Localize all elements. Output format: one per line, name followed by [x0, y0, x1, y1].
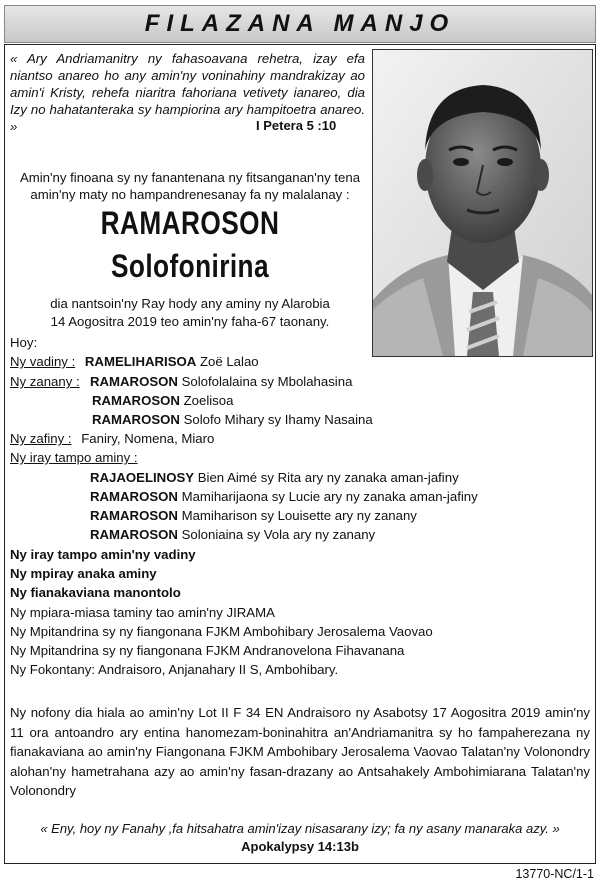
portrait-photo — [372, 49, 593, 357]
child-row — [92, 412, 373, 427]
children-label-row — [10, 374, 80, 389]
sibling-row — [90, 489, 478, 504]
sibling-name: Mamiharijaona sy Lucie ary ny zanaka aman-jafiny — [181, 489, 478, 504]
family-bold-line: Ny mpiray anaka aminy — [10, 566, 157, 581]
opening-quote: « Ary Andriamanitry ny fahasoavana rehetra, izay efa niantso anareo ho any amin'ny voninahiny mandrakizay ao amin'i Kristy, rehefa niaritra fahoriana vetivety ianareo, dia Izy no hahatanteraka sy hampiorina ary hampitoetra anareo. » — [10, 51, 365, 134]
family-bold-line: Ny iray tampo amin'ny vadiny — [10, 547, 196, 562]
death-notice-line2: 14 Aogositra 2019 teo amin'ny faha-67 taonany. — [50, 314, 330, 329]
child-row — [90, 374, 352, 389]
sibling-surname: RAJAOELINOSY — [90, 470, 195, 485]
spouse-name: Zoë Lalao — [199, 354, 259, 369]
header-title: FILAZANA MANJO — [144, 10, 456, 37]
child-name: Solofolalaina sy Mbolahasina — [181, 374, 353, 389]
child-row — [92, 393, 233, 408]
intro-text: Amin'ny finoana sy ny fanantenana ny fitsanganan'ny tena amin'ny maty no hampandrenesanay fa ny malalanay : — [19, 170, 361, 202]
other-line: Ny mpiara-miasa taminy tao amin'ny JIRAMA — [10, 605, 275, 620]
siblings-label-row — [10, 450, 138, 465]
child-name: Solofo Mihary sy Ihamy Nasaina — [183, 412, 373, 427]
ad-code: 13770-NC/1-1 — [515, 867, 594, 881]
sibling-name: Soloniaina sy Vola ary ny zanany — [181, 527, 376, 542]
child-surname: RAMAROSON — [92, 412, 180, 427]
child-name: Zoelisoa — [183, 393, 234, 408]
spouse-row — [10, 354, 259, 369]
sibling-surname: RAMAROSON — [90, 489, 178, 504]
grandchildren-names: Faniry, Nomena, Miaro — [81, 431, 215, 446]
sibling-surname: RAMAROSON — [90, 527, 178, 542]
other-line: Ny Mpitandrina sy ny fiangonana FJKM Andranovelona Fihavanana — [10, 643, 405, 658]
portrait-illustration — [373, 50, 592, 356]
grandchildren-row — [10, 431, 214, 446]
child-surname: RAMAROSON — [90, 374, 178, 389]
closing-quote: « Eny, hoy ny Fanahy ,fa hitsahatra amin'izay nisasarany izy; fa ny asany manaraka azy. » — [40, 821, 560, 836]
spouse-label: Ny vadiny : — [10, 354, 76, 369]
child-surname: RAMAROSON — [92, 393, 180, 408]
deceased-surname: RAMAROSON — [100, 205, 280, 241]
sibling-row — [90, 527, 375, 542]
closing-quote-reference: Apokalypsy 14:13b — [241, 839, 359, 854]
opening-quote-reference: I Petera 5 :10 — [256, 118, 337, 133]
sibling-name: Bien Aimé sy Rita ary ny zanaka aman-jafiny — [197, 470, 459, 485]
death-notice-line1: dia nantsoin'ny Ray hody any aminy ny Alarobia — [50, 296, 330, 311]
funeral-paragraph: Ny nofony dia hiala ao amin'ny Lot II F 34 EN Andraisoro ny Asabotsy 17 Aogositra 2019 amin'ny 11 ora antoandro ary entina hanomezam-boninahitra an'Andriamanitra sy ho fampaherezana ny fianakaviana ao amin'ny Fiangonana FJKM Ambohibary Jerosalema Vaovao Talatan'ny Volonondry alohan'ny hametrahana azy ao amin'ny fasan-drazany ao Antsahakely Ambohimiarana Talatan'ny Volonondry — [10, 705, 590, 798]
death-notice — [10, 295, 370, 331]
other-line: Ny Fokontany: Andraisoro, Anjanahary II S, Ambohibary. — [10, 662, 339, 677]
sibling-row — [90, 470, 459, 485]
spouse-surname: RAMELIHARISOA — [84, 354, 197, 369]
sibling-row — [90, 508, 417, 523]
hoy-label: Hoy: — [10, 335, 38, 350]
sibling-name: Mamiharison sy Louisette ary ny zanany — [181, 508, 417, 523]
notice-header — [4, 5, 596, 43]
family-bold-line: Ny fianakaviana manontolo — [10, 585, 181, 600]
siblings-label: Ny iray tampo aminy : — [10, 450, 138, 465]
deceased-given-name: Solofonirina — [111, 248, 269, 284]
other-line: Ny Mpitandrina sy ny fiangonana FJKM Ambohibary Jerosalema Vaovao — [10, 624, 433, 639]
sibling-surname: RAMAROSON — [90, 508, 178, 523]
children-label: Ny zanany : — [10, 374, 80, 389]
grandchildren-label: Ny zafiny : — [10, 431, 72, 446]
